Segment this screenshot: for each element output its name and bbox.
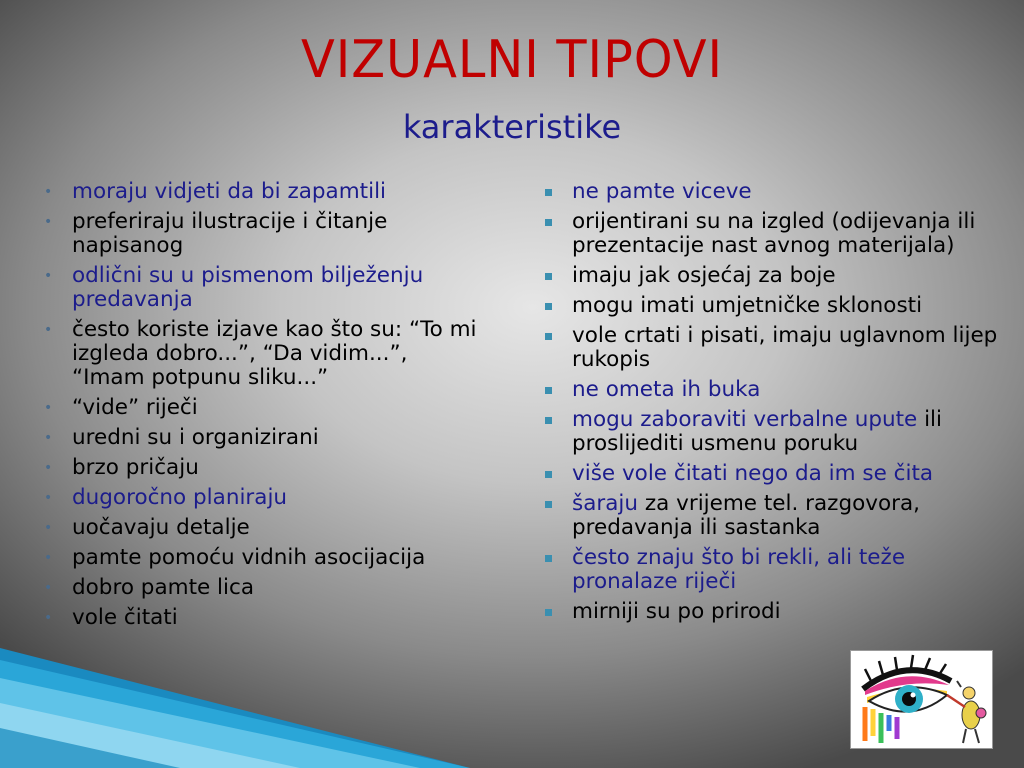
left-list-item — [44, 606, 484, 630]
corner-decoration — [0, 648, 470, 768]
list-item-text: vole čitati — [72, 605, 178, 630]
left-list-item — [44, 264, 484, 312]
left-list-item — [44, 576, 484, 600]
right-list-item — [544, 378, 1009, 402]
left-list-item — [44, 180, 484, 204]
left-list-item — [44, 426, 484, 450]
eye-illustration — [850, 650, 993, 749]
left-list-item — [44, 546, 484, 570]
list-item-text: često koriste izjave kao što su: “To mi izgleda dobro...”, “Da vidim...”, “Imam potpunu sliku...” — [72, 317, 477, 390]
slide-subtitle: karakteristike — [402, 108, 622, 146]
left-list-item — [44, 318, 484, 390]
right-list-item — [544, 462, 1009, 486]
list-item-text: pamte pomoću vidnih asocijacija — [72, 545, 426, 570]
slide-title: VIZUALNI TIPOVI — [300, 30, 724, 90]
list-item-highlight-text: šaraju — [572, 491, 638, 516]
list-item-text: mirniji su po prirodi — [572, 599, 781, 624]
list-item-text: imaju jak osjećaj za boje — [572, 263, 836, 288]
right-list-item — [544, 294, 1009, 318]
list-item-highlight-text: često znaju što bi rekli, ali teže pronalaze riječi — [572, 545, 906, 594]
list-item-text: ili proslijediti usmenu poruku — [572, 407, 943, 456]
left-list-item — [44, 396, 484, 420]
right-list-item — [544, 324, 1009, 372]
right-list-item — [544, 408, 1009, 456]
list-item-text: brzo pričaju — [72, 455, 199, 480]
list-item-text: za vrijeme tel. razgovora, predavanja ili sastanka — [572, 491, 920, 540]
eye-icon — [851, 651, 992, 748]
list-item-text: odlični su u pismenom bilježenju predavanja — [72, 263, 424, 312]
right-bullet-list — [544, 180, 1009, 630]
left-list-item — [44, 456, 484, 480]
right-list-item — [544, 492, 1009, 540]
list-item-highlight-text: više vole čitati nego da im se čita — [572, 461, 934, 486]
list-item-highlight-text: mogu zaboraviti verbalne upute — [572, 407, 918, 432]
right-list-item — [544, 546, 1009, 594]
list-item-highlight-text: ne pamte viceve — [572, 179, 752, 204]
left-list-item — [44, 210, 484, 258]
left-list-item — [44, 516, 484, 540]
right-list-item — [544, 264, 1009, 288]
list-item-text: preferiraju ilustracije i čitanje napisanog — [72, 209, 388, 258]
list-item-highlight-text: ne ometa ih buka — [572, 377, 761, 402]
right-list-item — [544, 600, 1009, 624]
right-list-item — [544, 210, 1009, 258]
list-item-text: vole crtati i pisati, imaju uglavnom lijep rukopis — [572, 323, 998, 372]
left-list-item — [44, 486, 484, 510]
list-item-text: “vide” riječi — [72, 395, 198, 420]
list-item-text: dobro pamte lica — [72, 575, 255, 600]
list-item-text: uočavaju detalje — [72, 515, 250, 540]
list-item-text: moraju vidjeti da bi zapamtili — [72, 179, 387, 204]
right-list-item — [544, 180, 1009, 204]
list-item-text: orijentirani su na izgled (odijevanja ili prezentacije nast avnog materijala) — [572, 209, 976, 258]
list-item-text: uredni su i organizirani — [72, 425, 319, 450]
left-bullet-list — [44, 180, 484, 636]
list-item-text: dugoročno planiraju — [72, 485, 288, 510]
list-item-text: mogu imati umjetničke sklonosti — [572, 293, 923, 318]
